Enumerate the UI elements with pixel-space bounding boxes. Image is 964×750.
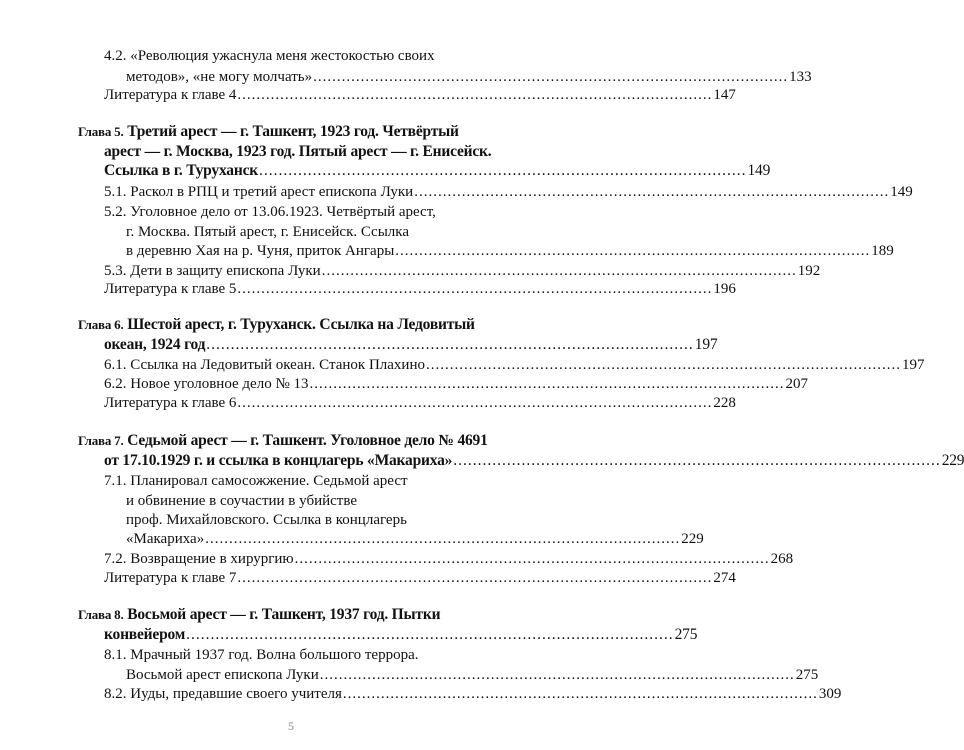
toc-entry-8-2[interactable] xyxy=(104,685,842,703)
page-number: 147 xyxy=(713,87,736,103)
page-number: 149 xyxy=(747,162,771,179)
page-number: 309 xyxy=(818,686,842,702)
toc-entry-chapter-7[interactable] xyxy=(104,452,964,470)
page-number: 229 xyxy=(681,531,704,547)
toc-entry-text: методов», «не могу молчать» xyxy=(126,69,313,85)
toc-entry-text: «Макариха» xyxy=(126,531,205,547)
toc-entry-text: конвейером xyxy=(104,626,186,643)
chapter-label: Глава 5. xyxy=(78,124,124,139)
chapter-title-line: Восьмой арест — г. Ташкент, 1937 год. Пытки xyxy=(127,606,441,623)
toc-entry-text: в деревню Хая на р. Чуня, приток Ангары xyxy=(126,243,395,259)
toc-entry-8-1-line1: 8.1. Мрачный 1937 год. Волна большого террора. xyxy=(104,647,419,663)
chapter-8-heading-line1 xyxy=(78,606,440,624)
leader-dots: .................................................................................................... xyxy=(237,281,713,297)
leader-dots: .................................................................................................... xyxy=(206,336,694,353)
toc-entry-lit5[interactable] xyxy=(104,280,736,298)
leader-dots: .................................................................................................... xyxy=(342,686,818,702)
toc-entry-text: 6.1. Ссылка на Ледовитый океан. Станок Плахино xyxy=(104,357,425,373)
leader-dots: .................................................................................................... xyxy=(395,243,871,259)
leader-dots: .................................................................................................... xyxy=(237,87,713,103)
toc-entry-text: океан, 1924 год xyxy=(104,336,206,353)
leader-dots: .................................................................................................... xyxy=(414,184,890,200)
chapter-label: Глава 7. xyxy=(78,433,124,448)
toc-entry-8-1[interactable] xyxy=(126,666,819,684)
toc-entry-5-2-line1: 5.2. Уголовное дело от 13.06.1923. Четвёртый арест, xyxy=(104,204,436,220)
page-number: 197 xyxy=(694,336,718,353)
page-number: 207 xyxy=(785,376,809,392)
leader-dots: .................................................................................................... xyxy=(425,357,901,373)
page-number: 133 xyxy=(789,69,812,85)
chapter-5-heading-line2: арест — г. Москва, 1923 год. Пятый арест — г. Енисейск. xyxy=(104,143,492,160)
page-number: 274 xyxy=(713,570,736,586)
leader-dots: .................................................................................................... xyxy=(294,551,770,567)
page-number: 268 xyxy=(770,551,794,567)
toc-entry-text: 8.2. Иуды, предавшие своего учителя xyxy=(104,686,342,702)
leader-dots: .................................................................................................... xyxy=(205,531,681,547)
leader-dots: .................................................................................................... xyxy=(309,376,785,392)
chapter-title-line: Седьмой арест — г. Ташкент. Уголовное дело № 4691 xyxy=(127,432,488,449)
leader-dots: .................................................................................................... xyxy=(237,570,713,586)
toc-entry-chapter-5[interactable] xyxy=(104,162,771,180)
toc-entry-text: 5.3. Дети в защиту епископа Луки xyxy=(104,263,321,279)
toc-entry-text: от 17.10.1929 г. и ссылка в концлагерь «Макариха» xyxy=(104,452,453,469)
chapter-title-line: Шестой арест, г. Туруханск. Ссылка на Ледовитый xyxy=(127,316,475,333)
page-number: 275 xyxy=(674,626,698,643)
page-number: 189 xyxy=(871,243,894,259)
toc-entry-7-1[interactable] xyxy=(126,530,704,548)
toc-entry-lit6[interactable] xyxy=(104,394,736,412)
toc-entry-text: 5.1. Раскол в РПЦ и третий арест епископа Луки xyxy=(104,184,414,200)
page-folio: 5 xyxy=(288,719,294,733)
chapter-title-line: Третий арест — г. Ташкент, 1923 год. Четвёртый xyxy=(127,123,459,140)
toc-entry-chapter-8[interactable] xyxy=(104,626,698,644)
toc-entry-5-2[interactable] xyxy=(126,242,894,260)
page-number: 196 xyxy=(713,281,736,297)
toc-entry-6-2[interactable] xyxy=(104,375,809,393)
page-number: 229 xyxy=(941,452,964,469)
toc-entry-4-2-line1: 4.2. «Революция ужаснула меня жестокостью своих xyxy=(104,48,435,64)
chapter-6-heading-line1 xyxy=(78,316,475,334)
toc-entry-7-1-line1: 7.1. Планировал самосожжение. Седьмой арест xyxy=(104,473,408,489)
page-number: 192 xyxy=(797,263,821,279)
toc-entry-text: Ссылка в г. Туруханск xyxy=(104,162,258,179)
leader-dots: .................................................................................................... xyxy=(186,626,674,643)
toc-entry-5-3[interactable] xyxy=(104,262,821,280)
toc-entry-5-1[interactable] xyxy=(104,183,913,201)
page-number: 197 xyxy=(901,357,925,373)
toc-entry-text: Литература к главе 7 xyxy=(104,570,237,586)
toc-entry-6-1[interactable] xyxy=(104,356,925,374)
toc-entry-text: Литература к главе 4 xyxy=(104,87,237,103)
page-number: 149 xyxy=(890,184,913,200)
toc-entry-5-2-line2: г. Москва. Пятый арест, г. Енисейск. Ссылка xyxy=(126,224,409,240)
leader-dots: .................................................................................................... xyxy=(313,69,789,85)
chapter-5-heading-line1 xyxy=(78,123,459,141)
toc-entry-7-2[interactable] xyxy=(104,550,794,568)
toc-entry-text: Литература к главе 6 xyxy=(104,395,237,411)
toc-entry-4-2[interactable] xyxy=(126,68,812,86)
toc-entry-lit4[interactable] xyxy=(104,86,736,104)
toc-entry-text: 6.2. Новое уголовное дело № 13 xyxy=(104,376,309,392)
toc-entry-7-1-line3: проф. Михайловского. Ссылка в концлагерь xyxy=(126,512,407,528)
leader-dots: .................................................................................................... xyxy=(259,162,747,179)
leader-dots: .................................................................................................... xyxy=(237,395,713,411)
chapter-7-heading-line1 xyxy=(78,432,488,450)
toc-entry-text: 7.2. Возвращение в хирургию xyxy=(104,551,294,567)
leader-dots: .................................................................................................... xyxy=(453,452,941,469)
page-number: 228 xyxy=(713,395,736,411)
page-number: 275 xyxy=(795,667,819,683)
toc-entry-lit7[interactable] xyxy=(104,569,736,587)
leader-dots: .................................................................................................... xyxy=(321,263,797,279)
toc-entry-chapter-6[interactable] xyxy=(104,336,718,354)
toc-entry-7-1-line2: и обвинение в соучастии в убийстве xyxy=(126,493,357,509)
leader-dots: .................................................................................................... xyxy=(319,667,795,683)
toc-entry-text: Восьмой арест епископа Луки xyxy=(126,667,319,683)
chapter-label: Глава 6. xyxy=(78,317,124,332)
toc-entry-text: Литература к главе 5 xyxy=(104,281,237,297)
chapter-label: Глава 8. xyxy=(78,607,124,622)
